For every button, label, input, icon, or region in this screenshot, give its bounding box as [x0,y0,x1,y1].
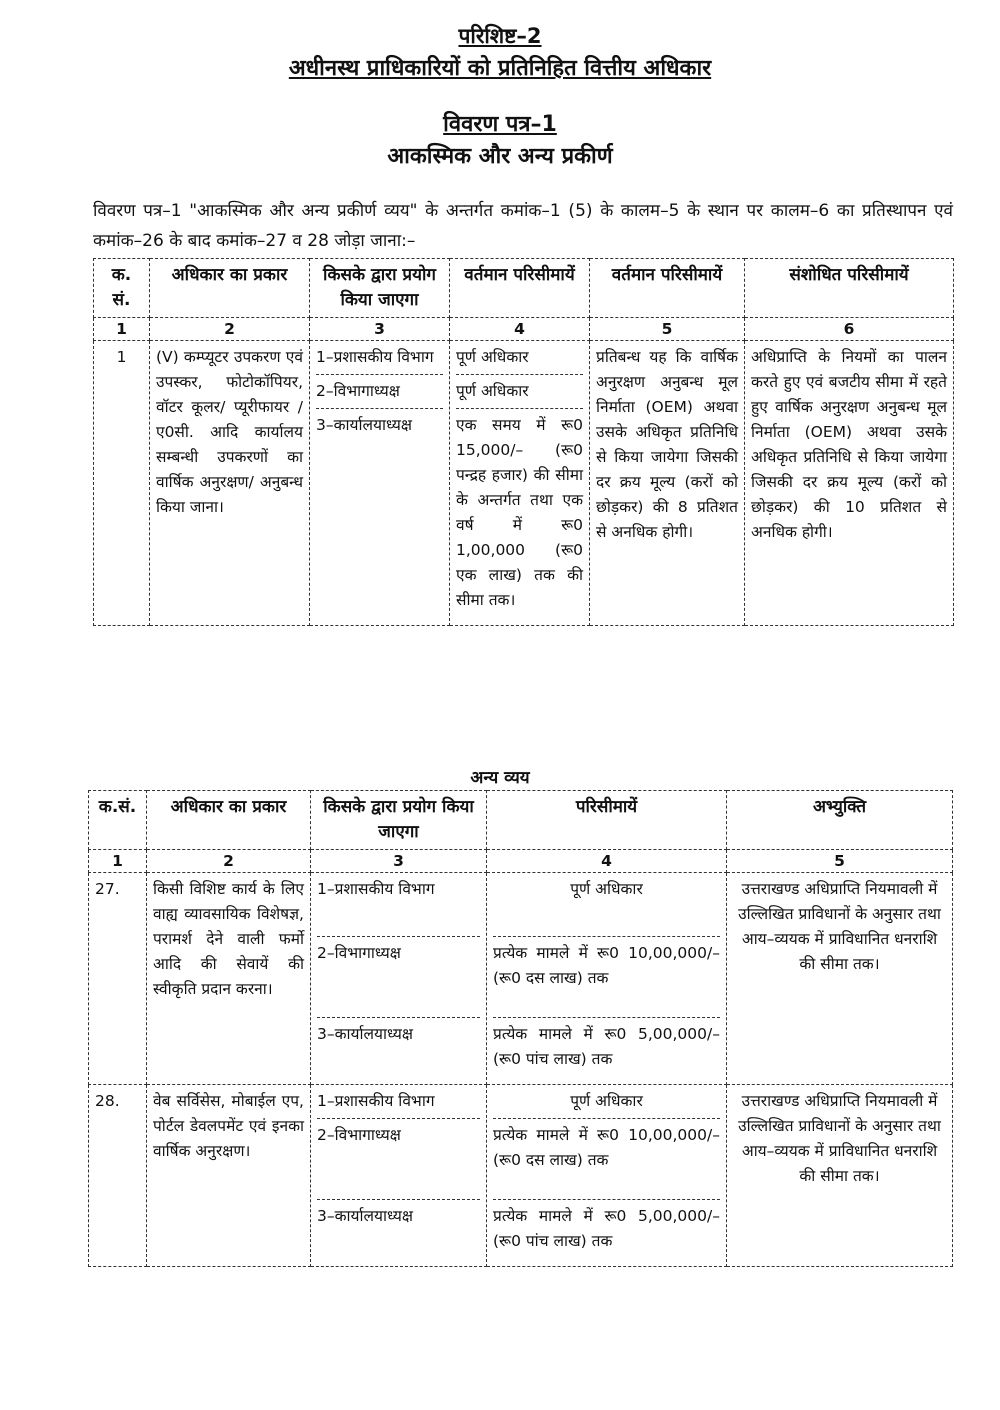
authority-admin-dept: 1–प्रशासकीय विभाग [317,877,480,937]
authority-admin-dept: 1–प्रशासकीय विभाग [317,1089,480,1119]
table-row [94,341,954,626]
authority-admin-dept: 1–प्रशासकीय विभाग [316,345,443,375]
statement-subtitle: आकस्मिक और अन्य प्रकीर्ण [387,144,613,169]
col-header-remarks: अभ्युक्ति [727,791,953,850]
authority-office-head: 3–कार्यालयाध्यक्ष [316,416,412,434]
row-exercised-by [310,341,450,626]
amendment-table-1 [93,258,954,626]
limit-office-head: प्रत्येक मामले में रू0 5,00,000/–(रू0 पांच लाख) तक [493,1207,720,1250]
column-number-row [94,318,954,341]
limit-hod: प्रत्येक मामले में रू0 10,00,000/–(रू0 दस लाख) तक [493,941,720,1018]
col-header-limits: परिसीमायें [487,791,727,850]
limit-hod: पूर्ण अधिकार [456,379,583,409]
col-header-current-4: वर्तमान परिसीमायें [450,259,590,318]
row-exercised-by [311,1085,487,1267]
appendix-title: परिशिष्ट–2 [458,24,542,48]
col-header-current-5: वर्तमान परिसीमायें [590,259,745,318]
statement-title: विवरण पत्र–1 [443,112,557,137]
col-number: 2 [150,318,310,341]
col-header-type: अधिकार का प्रकार [150,259,310,318]
col-number: 5 [590,318,745,341]
row-authority-type: (V) कम्प्यूटर उपकरण एवं उपस्कर, फोटोकॉपियर, वॉटर कूलर/ प्यूरीफायर / ए0सी. आदि कार्यालय सम्बन्धी उपकरणों का वार्षिक अनुरक्षण/ अनुबन्ध किया जाना। [150,341,310,626]
col-number: 1 [94,318,150,341]
col-header-revised: संशोधित परिसीमायें [745,259,954,318]
col-number: 3 [310,318,450,341]
table-row [89,873,953,1085]
authority-hod: 2–विभागाध्यक्ष [317,941,480,1018]
col-header-type: अधिकार का प्रकार [147,791,311,850]
col-number: 2 [147,850,311,873]
limit-admin-dept: पूर्ण अधिकार [493,877,720,937]
row-sno: 28. [89,1085,147,1267]
authority-office-head: 3–कार्यालयाध्यक्ष [317,1025,413,1043]
intro-paragraph: विवरण पत्र–1 "आकस्मिक और अन्य प्रकीर्ण व्यय" के अन्तर्गत कमांक–1 (5) के कालम–5 के स्थान पर कालम–6 का प्रतिस्थापन एवं कमांक–26 के बाद कमांक–27 व 28 जोड़ा जाना:– [93,201,953,251]
row-remarks: उत्तराखण्ड अधिप्राप्ति नियमावली में उल्लिखित प्राविधानों के अनुसार तथा आय–व्ययक में प्राविधानित धनराशि की सीमा तक। [727,873,953,1085]
col-number: 4 [450,318,590,341]
table-row [89,1085,953,1267]
col-header-sno: क. सं. [94,259,150,318]
row-current-limits-5: प्रतिबन्ध यह कि वार्षिक अनुरक्षण अनुबन्ध मूल निर्माता (OEM) अथवा उसके अधिकृत प्रतिनिधि से किया जायेगा जिसकी दर क्रय मूल्य (करों को छोड़कर) की 8 प्रतिशत से अनधिक होगी। [590,341,745,626]
row-authority-type: वेब सर्विसेस, मोबाईल एप, पोर्टल डेवलपमेंट एवं इनका वार्षिक अनुरक्षण। [147,1085,311,1267]
row-current-limits-4 [450,341,590,626]
document-title: अधीनस्थ प्राधिकारियों को प्रतिनिहित वित्तीय अधिकार [288,56,712,81]
table-header-row [94,259,954,318]
col-number: 4 [487,850,727,873]
section-other-expenses-title: अन्य व्यय [470,768,530,788]
row-sno: 1 [94,341,150,626]
limit-admin-dept: पूर्ण अधिकार [456,345,583,375]
table-header-row [89,791,953,850]
col-header-sno: क.सं. [89,791,147,850]
row-exercised-by [311,873,487,1085]
authority-hod: 2–विभागाध्यक्ष [317,1123,480,1200]
authority-hod: 2–विभागाध्यक्ष [316,379,443,409]
row-limits [487,1085,727,1267]
authority-office-head: 3–कार्यालयाध्यक्ष [317,1207,413,1225]
limit-admin-dept: पूर्ण अधिकार [493,1089,720,1119]
limit-office-head: प्रत्येक मामले में रू0 5,00,000/–(रू0 पांच लाख) तक [493,1025,720,1068]
col-number: 5 [727,850,953,873]
row-sno: 27. [89,873,147,1085]
other-expenses-table [88,790,953,1267]
limit-office-head: एक समय में रू0 15,000/– (रू0 पन्द्रह हजार) की सीमा के अन्तर्गत तथा एक वर्ष में रू0 1,00,000 (रू0 एक लाख) तक की सीमा तक। [456,416,583,609]
col-header-by: किसके द्वारा प्रयोग किया जाएगा [310,259,450,318]
row-revised-limits: अधिप्राप्ति के नियमों का पालन करते हुए एवं बजटीय सीमा में रहते हुए वार्षिक अनुरक्षण अनुबन्ध मूल निर्माता (OEM) अथवा उसके अधिकृत प्रतिनिधि से किया जायेगा जिसकी दर क्रय मूल्य (करों को छोड़कर) की 10 प्रतिशत से अनधिक होगी। [745,341,954,626]
row-authority-type: किसी विशिष्ट कार्य के लिए वाह्य व्यावसायिक विशेषज्ञ, परामर्श देने वाली फर्मो आदि की सेवायें की स्वीकृति प्रदान करना। [147,873,311,1085]
col-header-by: किसके द्वारा प्रयोग किया जाएगा [311,791,487,850]
col-number: 1 [89,850,147,873]
col-number: 6 [745,318,954,341]
limit-hod: प्रत्येक मामले में रू0 10,00,000/– (रू0 दस लाख) तक [493,1123,720,1200]
row-limits [487,873,727,1085]
column-number-row [89,850,953,873]
row-remarks: उत्तराखण्ड अधिप्राप्ति नियमावली में उल्लिखित प्राविधानों के अनुसार तथा आय–व्ययक में प्राविधानित धनराशि की सीमा तक। [727,1085,953,1267]
col-number: 3 [311,850,487,873]
